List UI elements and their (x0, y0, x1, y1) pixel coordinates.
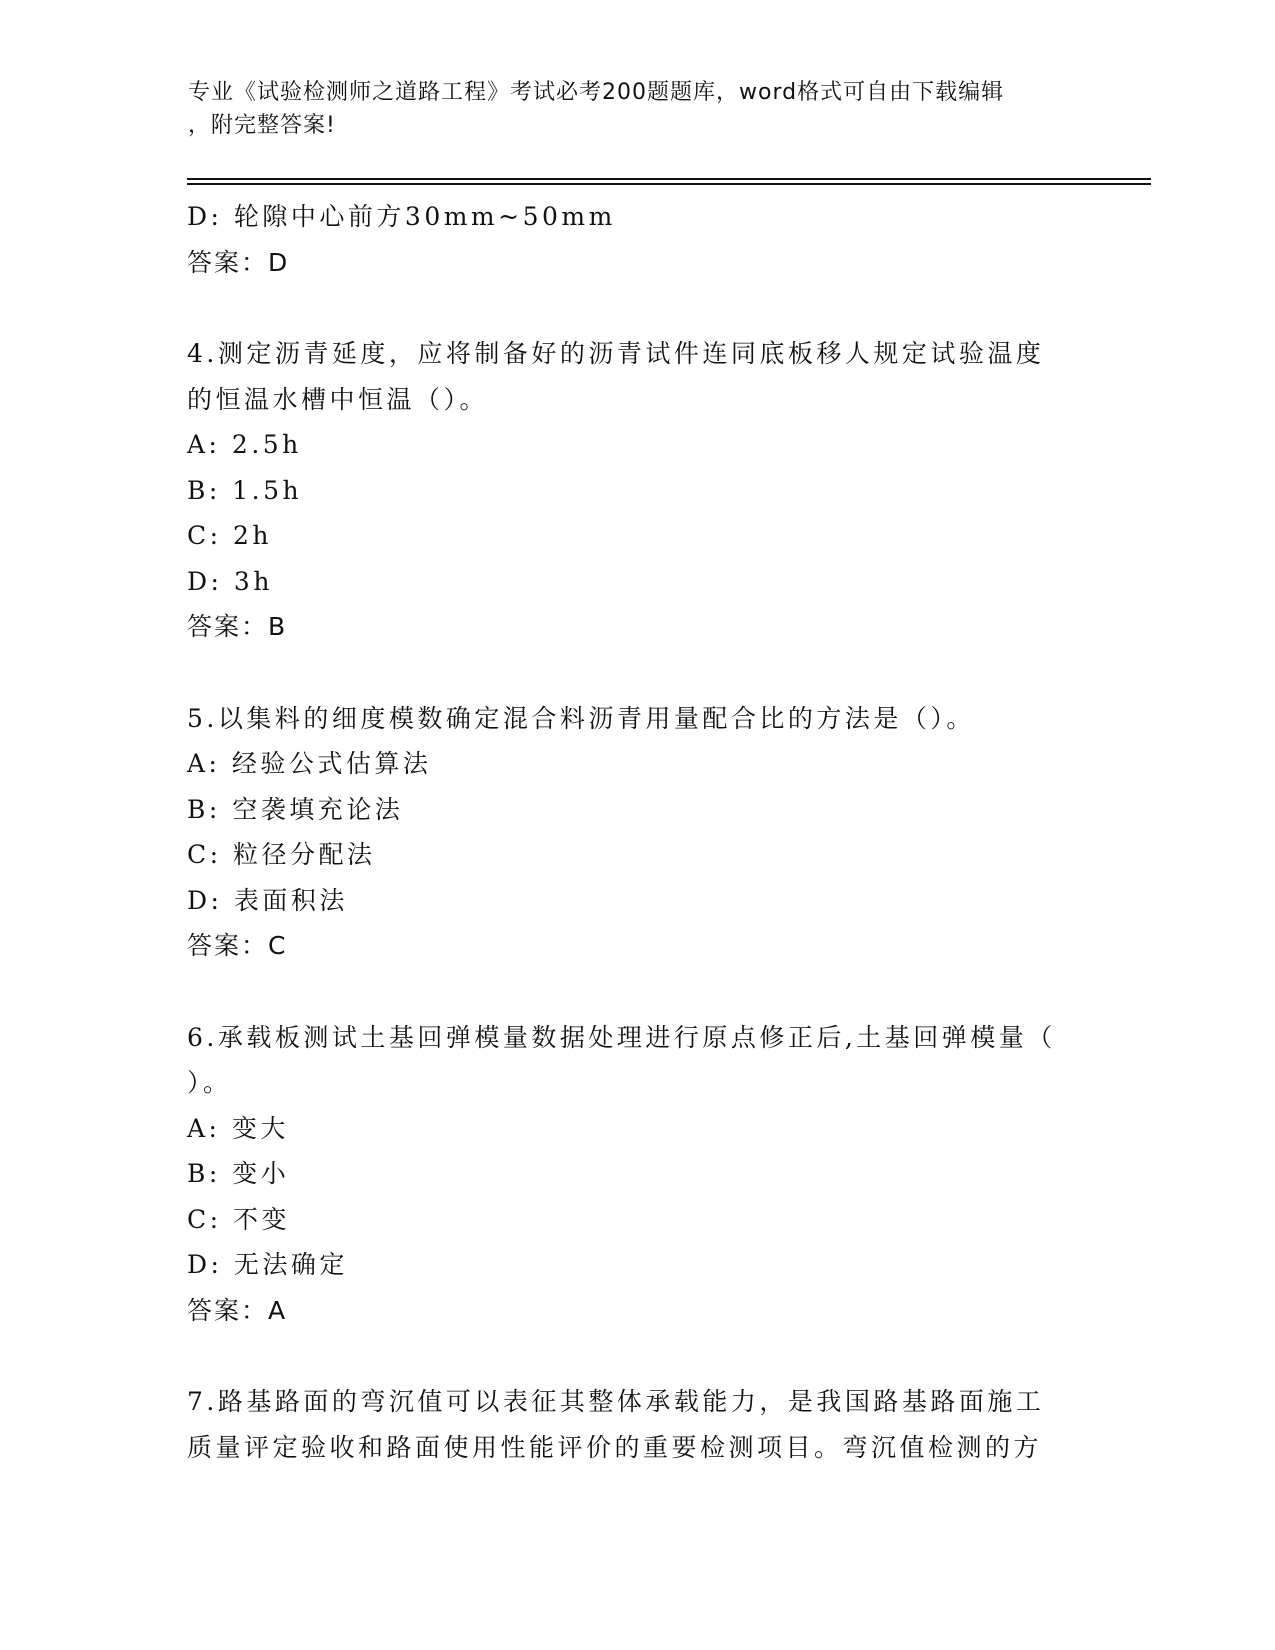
question-4-stem-line-1: 4.测定沥青延度，应将制备好的沥青试件连同底板移人规定试验温度 (187, 339, 1045, 368)
question-4-stem-line-2: 的恒温水槽中恒温（）。 (187, 384, 489, 414)
question-3-option-d: D: 轮隙中心前方30mm~50mm (187, 202, 616, 231)
question-6-option-d: D: 无法确定 (187, 1250, 348, 1279)
spacer (187, 1333, 1087, 1379)
question-5-stem-line-1: 5.以集料的细度模数确定混合料沥青用量配合比的方法是（）。 (187, 703, 975, 733)
question-4-option-b: B: 1.5h (187, 475, 303, 505)
question-5-option-b: B: 空袭填充论法 (187, 794, 404, 824)
question-6-answer: 答案：A (187, 1295, 288, 1325)
question-6-option-b: B: 变小 (187, 1159, 290, 1188)
question-content (187, 194, 1087, 1470)
spacer (187, 969, 1087, 1015)
header-line-2: ，附完整答案! (188, 113, 336, 138)
header-rule-top (187, 178, 1151, 180)
question-7-stem (187, 1379, 1067, 1470)
spacer (187, 650, 1087, 696)
question-4-option-c: C: 2h (187, 521, 273, 550)
question-5-option-d: D: 表面积法 (187, 885, 348, 915)
question-6-stem-line-2: ）。 (187, 1068, 232, 1097)
header-line-1: 专业《试验检测师之道路工程》考试必考200题题库，word格式可自由下载编辑 (188, 80, 1005, 105)
document-header (188, 76, 1068, 142)
question-7-stem-line-2: 质量评定验收和路面使用性能评价的重要检测项目。弯沉值检测的方 (187, 1432, 1043, 1462)
question-4-option-a: A: 2.5h (187, 430, 302, 459)
question-6-stem (187, 1015, 1067, 1106)
spacer (187, 285, 1087, 331)
question-4-option-d: D: 3h (187, 566, 273, 596)
question-6-stem-line-1: 6.承载板测试土基回弹模量数据处理进行原点修正后,土基回弹模量（ (187, 1022, 1056, 1052)
question-3-answer: 答案：D (187, 247, 290, 277)
question-6-option-a: A: 变大 (187, 1113, 289, 1143)
header-rule-bottom (187, 183, 1151, 185)
question-5-option-c: C: 粒径分配法 (187, 840, 376, 869)
question-6-option-c: C: 不变 (187, 1204, 290, 1234)
question-4-answer: 答案：B (187, 612, 288, 641)
question-7-stem-line-1: 7.路基路面的弯沉值可以表征其整体承载能力，是我国路基路面施工 (187, 1387, 1045, 1416)
question-5-answer: 答案：C (187, 931, 288, 960)
question-4-stem (187, 331, 1067, 422)
question-5-option-a: A: 经验公式估算法 (187, 749, 432, 778)
question-5-stem (187, 696, 1067, 742)
